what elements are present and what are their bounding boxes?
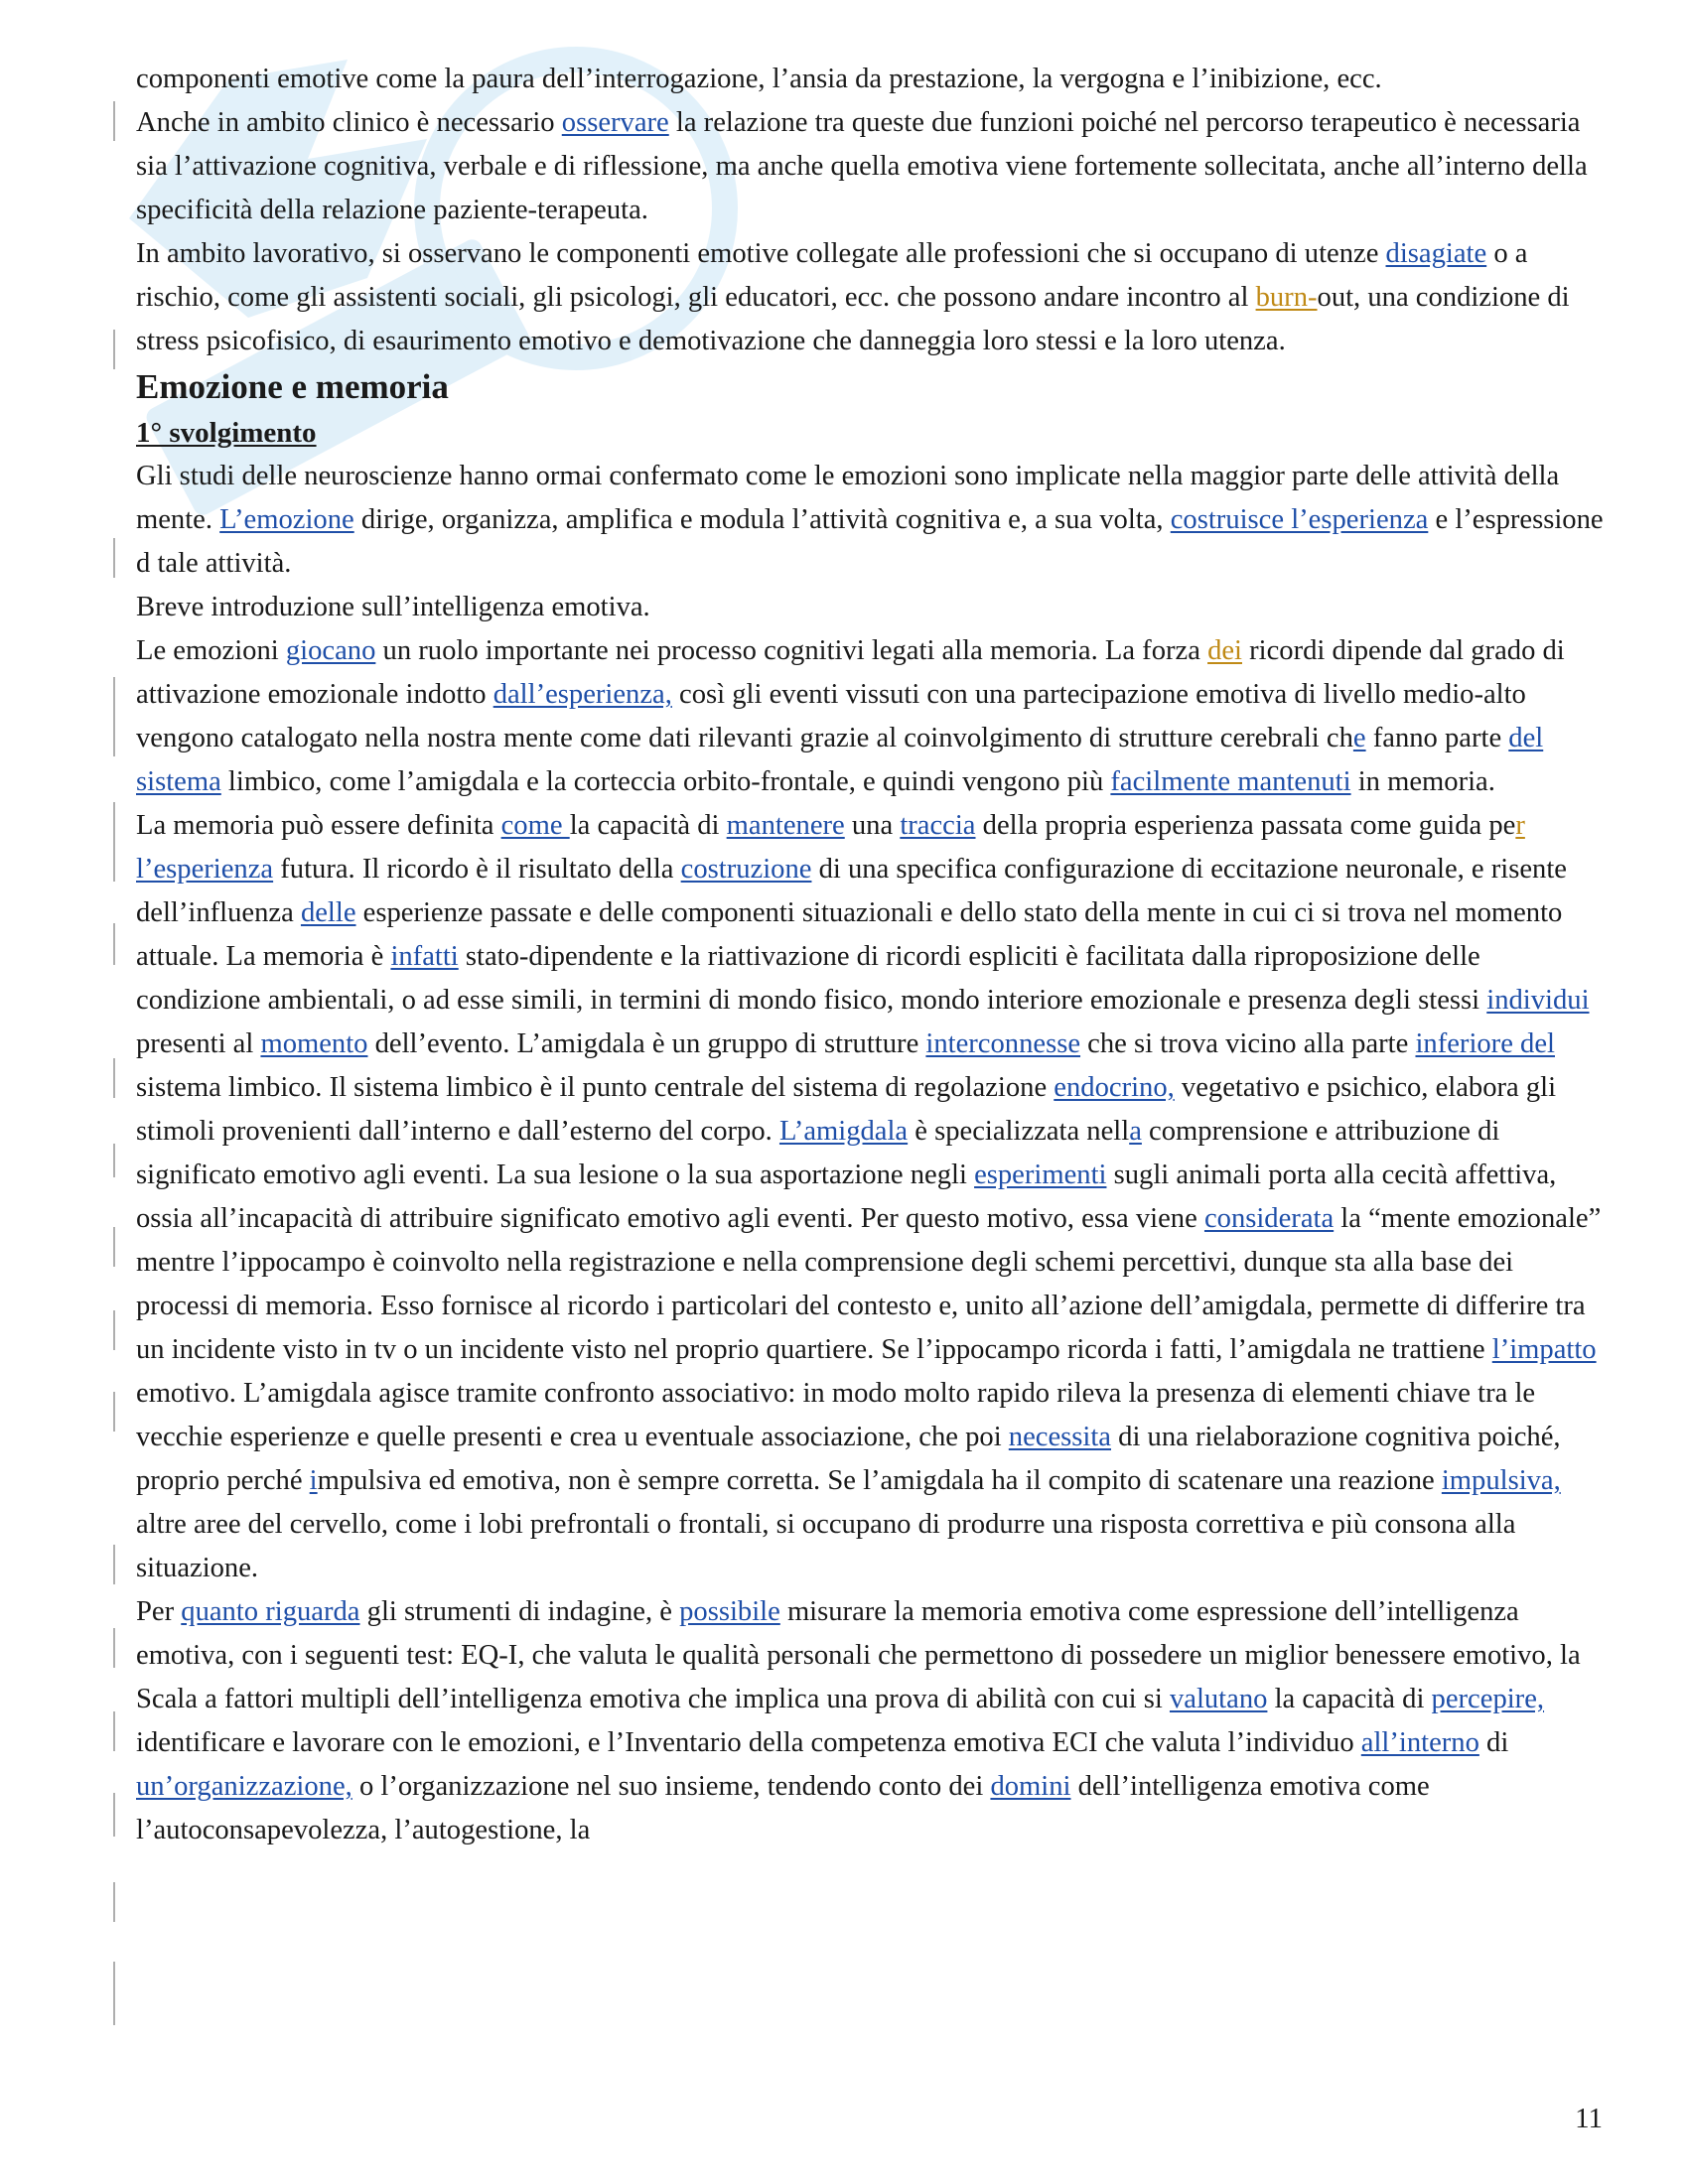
hyperlink-text[interactable]: esperimenti [974, 1160, 1107, 1190]
text-run: sistema limbico. Il sistema limbico è il punto centrale del sistema di regolazione [136, 1072, 1055, 1103]
text-run: limbico, come l’amigdala e la corteccia orbito-frontale, e quindi vengono più [220, 766, 1111, 797]
hyperlink-text[interactable]: necessita [1008, 1422, 1112, 1452]
text-run: dirige, organizza, amplifica e modula l’attività cognitiva e, a sua volta, [353, 504, 1171, 535]
hyperlink-text[interactable]: considerata [1203, 1203, 1335, 1234]
text-run: o l’organizzazione nel suo insieme, tendendo conto dei [352, 1771, 991, 1802]
hyperlink-text[interactable]: percepire, [1431, 1684, 1545, 1714]
section-subheading: 1° svolgimento [136, 417, 317, 449]
text-run: in memoria. [1350, 766, 1495, 797]
hyperlink-text[interactable]: un’organizzazione, [136, 1771, 352, 1802]
text-run: Anche in ambito clinico è necessario [136, 107, 562, 138]
text-run: o a rischio, come gli assistenti sociali, gli psicologi, gli educatori, ecc. che possono andare incontro al [136, 238, 1528, 313]
text-run: dell’intelligenza emotiva come l’autoconsapevolezza, l’autogestione, la [136, 1771, 1430, 1845]
text-run: che si trova vicino alla parte [1080, 1028, 1416, 1059]
text-run: la relazione tra queste due funzioni poiché nel percorso terapeutico è necessaria sia l’attivazione cognitiva, verbale e di riflessione, ma anche quella emotiva viene fortemente sollecitata, anche all’interno della specificità della relazione paziente-terapeuta. [136, 107, 1588, 225]
hyperlink-text[interactable]: endocrino, [1054, 1072, 1175, 1103]
text-run: out, una condizione di stress psicofisico, di esaurimento emotivo e demotivazione che danneggia loro stessi e la loro utenza. [136, 282, 1570, 356]
section-heading: Emozione e memoria [136, 367, 449, 406]
hyperlink-text[interactable]: momento [260, 1028, 368, 1059]
text-run: di una specifica configurazione di eccitazione neuronale, e risente dell’influenza [136, 854, 1567, 928]
hyperlink-text[interactable]: costruzione [680, 854, 812, 885]
paragraph [136, 101, 1606, 232]
text-run: Gli studi delle neuroscienze hanno ormai confermato come le emozioni sono implicate nella maggior parte delle attività della mente. [136, 461, 1560, 535]
text-run: La memoria può essere definita [136, 810, 501, 841]
hyperlink-text[interactable]: possibile [679, 1596, 780, 1627]
hyperlink-text[interactable]: come [500, 810, 570, 841]
hyperlink-text[interactable]: impulsiva, [1441, 1465, 1561, 1496]
text-run: ricordi dipende dal grado di attivazione emozionale indotto [136, 635, 1565, 710]
hyperlink-text[interactable]: valutano [1169, 1684, 1268, 1714]
text-run: componenti emotive come la paura dell’interrogazione, l’ansia da prestazione, la vergogna e l’inibizione, ecc. [136, 64, 1382, 94]
text-run: dell’evento. L’amigdala è un gruppo di strutture [367, 1028, 926, 1059]
page-number: 11 [1575, 2103, 1603, 2134]
text-run: altre aree del cervello, come i lobi prefrontali o frontali, si occupano di produrre una risposta correttiva e più consona alla situazione. [136, 1509, 1516, 1583]
paragraph [136, 455, 1606, 586]
hyperlink-text[interactable]: del sistema [136, 723, 1544, 797]
hyperlink-text[interactable]: osservare [561, 107, 669, 138]
tracked-change-text[interactable]: burn- [1255, 282, 1318, 313]
text-run: gli strumenti di indagine, è [359, 1596, 680, 1627]
text-run: la capacità di [569, 810, 727, 841]
text-run: In ambito lavorativo, si osservano le componenti emotive collegate alle professioni che si occupano di utenze [136, 238, 1386, 269]
intro-paragraphs [136, 58, 1606, 363]
paragraph [136, 629, 1606, 804]
text-run: così gli eventi vissuti con una partecipazione emotiva di livello medio-alto vengono catalogato nella nostra mente come dati rilevanti grazie al coinvolgimento di strutture cerebrali ch [136, 679, 1526, 753]
hyperlink-text[interactable]: individui [1486, 985, 1590, 1016]
text-run: vegetativo e psichico, elabora gli stimoli provenienti dall’interno e dall’esterno del corpo. [136, 1072, 1557, 1147]
paragraph [136, 1590, 1606, 1852]
text-run: la “mente emozionale” mentre l’ippocampo è coinvolto nella registrazione e nella comprensione degli schemi percettivi, dunque sta alla base dei processi di memoria. Esso fornisce al ricordo i particolari del contesto e, unito all’azione dell’amigdala, permette di differire tra un incidente visto in tv o un incidente visto nel proprio quartiere. Se l’ippocampo ricorda i fatti, l’amigdala ne trattiene [136, 1203, 1602, 1365]
text-run: comprensione e attribuzione di significato emotivo agli eventi. La sua lesione o la sua asportazione negli [136, 1116, 1500, 1190]
hyperlink-text[interactable]: traccia [900, 810, 976, 841]
text-run: di [1478, 1727, 1509, 1758]
hyperlink-text[interactable]: e [1352, 723, 1366, 753]
paragraph [136, 586, 1606, 629]
text-run: stato-dipendente e la riattivazione di ricordi espliciti è facilitata dalla riproposizione delle condizione ambientali, o ad esse simili, in termini di mondo fisico, mondo interiore emozionale e presenza degli stessi [136, 941, 1487, 1016]
hyperlink-text[interactable]: infatti [390, 941, 459, 972]
text-run: e l’espressione d tale attività. [136, 504, 1604, 579]
hyperlink-text[interactable]: L’amigdala [778, 1116, 909, 1147]
hyperlink-text[interactable]: L’emozione [219, 504, 354, 535]
hyperlink-text[interactable]: l’impatto [1491, 1334, 1597, 1365]
paragraph [136, 58, 1606, 101]
hyperlink-text[interactable]: mantenere [726, 810, 845, 841]
hyperlink-text[interactable]: delle [300, 897, 356, 928]
hyperlink-text[interactable]: all’interno [1360, 1727, 1479, 1758]
hyperlink-text[interactable]: domini [990, 1771, 1071, 1802]
hyperlink-text[interactable]: inferiore del [1415, 1028, 1555, 1059]
text-run: presenti al [136, 1028, 261, 1059]
text-run: esperienze passate e delle componenti situazionali e dello stato della mente in cui ci si trova nel momento attuale. La memoria è [136, 897, 1563, 972]
hyperlink-text[interactable]: a [1129, 1116, 1142, 1147]
hyperlink-text[interactable]: l’esperienza [136, 854, 274, 885]
text-run: di una rielaborazione cognitiva poiché, proprio perché [136, 1422, 1561, 1496]
document-page [136, 58, 1606, 1852]
body-paragraphs [136, 455, 1606, 1852]
hyperlink-text[interactable]: quanto riguarda [181, 1596, 360, 1627]
hyperlink-text[interactable]: disagiate [1385, 238, 1487, 269]
hyperlink-text[interactable]: giocano [285, 635, 376, 666]
paragraph [136, 232, 1606, 363]
hyperlink-text[interactable]: facilmente mantenuti [1110, 766, 1351, 797]
text-run: mpulsiva ed emotiva, non è sempre corretta. Se l’amigdala ha il compito di scatenare una reazione [317, 1465, 1442, 1496]
text-run: misurare la memoria emotiva come espressione dell’intelligenza emotiva, con i seguenti test: EQ-I, che valuta le qualità personali che permettono di possedere un miglior benessere emotivo, la Scala a fattori multipli dell’intelligenza emotiva che implica una prova di abilità con cui si [136, 1596, 1581, 1714]
text-run: sugli animali porta alla cecità affettiva, ossia all’incapacità di attribuire significato emotivo agli eventi. Per questo motivo, essa viene [136, 1160, 1557, 1234]
text-run: una [844, 810, 901, 841]
text-run: un ruolo importante nei processo cognitivi legati alla memoria. La forza [375, 635, 1208, 666]
text-run: futura. Il ricordo è il risultato della [273, 854, 681, 885]
hyperlink-text[interactable]: costruisce l’esperienza [1170, 504, 1429, 535]
text-run: Per [136, 1596, 182, 1627]
hyperlink-text[interactable]: i [309, 1465, 318, 1496]
text-run: emotivo. L’amigdala agisce tramite confronto associativo: in modo molto rapido rileva la presenza di elementi chiave tra le vecchie esperienze e quelle presenti e crea u eventuale associazione, che poi [136, 1378, 1536, 1452]
tracked-change-text[interactable]: r [1515, 810, 1525, 841]
text-run: della propria esperienza passata come guida pe [975, 810, 1516, 841]
text-run: Breve introduzione sull’intelligenza emotiva. [136, 592, 650, 622]
text-run: la capacità di [1267, 1684, 1432, 1714]
hyperlink-text[interactable]: dall’esperienza, [492, 679, 672, 710]
text-run: Le emozioni [136, 635, 286, 666]
tracked-change-text[interactable]: dei [1207, 635, 1242, 666]
hyperlink-text[interactable]: interconnesse [925, 1028, 1081, 1059]
text-run: identificare e lavorare con le emozioni, e l’Inventario della competenza emotiva ECI che valuta l’individuo [136, 1727, 1361, 1758]
text-run: è specializzata nell [908, 1116, 1130, 1147]
text-run: fanno parte [1365, 723, 1509, 753]
paragraph [136, 804, 1606, 1590]
